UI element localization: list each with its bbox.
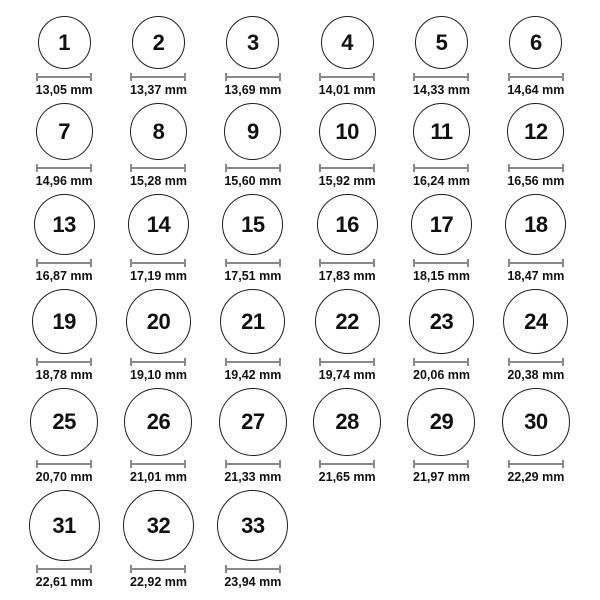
diameter-ruler (225, 73, 281, 81)
ruler-line (36, 463, 92, 465)
ring-size-cell (206, 388, 300, 484)
ring-size-cell (394, 194, 488, 283)
ring-size-cell (17, 490, 111, 589)
ring-size-cell (394, 16, 488, 97)
ring-circle (319, 103, 376, 160)
ring-size-cell (206, 289, 300, 382)
ring-size-cell (300, 388, 394, 484)
ruler-tick-right (184, 164, 186, 172)
ruler-line (508, 76, 564, 78)
ring-size-cell (300, 103, 394, 188)
diameter-label: 16,24 mm (413, 174, 470, 188)
ring-size-number: 2 (152, 29, 165, 55)
diameter-ruler (319, 164, 375, 172)
ring-size-cell (489, 103, 583, 188)
ring-size-cell (17, 388, 111, 484)
ruler-tick-right (467, 460, 469, 468)
ruler-tick-right (90, 259, 92, 267)
ring-size-number: 19 (52, 308, 76, 334)
ruler-tick-right (562, 358, 564, 366)
diameter-ruler (413, 460, 469, 468)
ruler-tick-right (90, 73, 92, 81)
diameter-ruler (36, 460, 92, 468)
diameter-label: 16,56 mm (507, 174, 565, 188)
diameter-label: 18,15 mm (413, 269, 470, 283)
ring-size-cell (111, 289, 205, 382)
ruler-tick-right (279, 259, 281, 267)
ring-circle (32, 289, 97, 354)
ruler-line (413, 76, 469, 78)
ring-size-cell (111, 388, 205, 484)
ring-circle (507, 103, 564, 160)
diameter-ruler (36, 73, 92, 81)
ring-circle (413, 103, 470, 160)
ring-size-cell (489, 194, 583, 283)
ruler-tick-right (279, 358, 281, 366)
diameter-label: 18,78 mm (35, 368, 93, 382)
ring-size-number: 33 (241, 512, 265, 538)
diameter-label: 22,29 mm (507, 470, 565, 484)
ruler-line (413, 262, 469, 264)
diameter-label: 18,47 mm (507, 269, 565, 283)
diameter-ruler (225, 164, 281, 172)
ruler-tick-right (562, 259, 564, 267)
ruler-tick-right (467, 259, 469, 267)
diameter-label: 19,42 mm (224, 368, 282, 382)
ring-size-number: 29 (429, 409, 454, 434)
ruler-line (319, 262, 375, 264)
ring-circle (38, 16, 91, 69)
chart-row (17, 289, 583, 382)
ruler-line (130, 76, 186, 78)
ring-circle (30, 388, 98, 456)
chart-row (17, 103, 583, 188)
ring-circle (317, 194, 378, 255)
ring-circle (226, 16, 279, 69)
ring-circle (36, 103, 93, 160)
ring-circle (34, 194, 95, 255)
ruler-tick-right (373, 358, 375, 366)
ring-circle (130, 103, 187, 160)
ruler-line (130, 262, 186, 264)
ring-size-cell (489, 16, 583, 97)
diameter-label: 17,51 mm (224, 269, 282, 283)
diameter-ruler (319, 259, 375, 267)
ring-size-cell (17, 103, 111, 188)
diameter-ruler (319, 73, 375, 81)
diameter-ruler (413, 259, 469, 267)
ruler-tick-right (184, 259, 186, 267)
diameter-ruler (413, 358, 469, 366)
ring-size-number: 23 (429, 308, 454, 334)
ring-size-cell (489, 388, 583, 484)
ring-size-cell (300, 194, 394, 283)
ring-size-number: 22 (335, 308, 359, 334)
ring-size-cell (17, 289, 111, 382)
diameter-label: 19,10 mm (130, 368, 187, 382)
ruler-tick-right (90, 565, 92, 573)
ring-size-number: 6 (529, 29, 542, 55)
diameter-label: 23,94 mm (224, 575, 282, 589)
ruler-tick-right (90, 460, 92, 468)
ring-circle (124, 388, 192, 456)
ruler-tick-right (184, 460, 186, 468)
ruler-line (508, 463, 564, 465)
ring-size-cell (17, 194, 111, 283)
diameter-label: 17,19 mm (130, 269, 187, 283)
diameter-label: 21,01 mm (130, 470, 187, 484)
ring-size-number: 7 (58, 118, 71, 144)
ruler-tick-right (373, 73, 375, 81)
ruler-line (225, 262, 281, 264)
ruler-tick-right (373, 460, 375, 468)
diameter-ruler (413, 164, 469, 172)
ruler-tick-right (562, 73, 564, 81)
ring-size-cell (394, 103, 488, 188)
ring-size-number: 21 (241, 308, 265, 334)
ring-size-number: 18 (524, 211, 548, 237)
ruler-line (508, 167, 564, 169)
ring-size-number: 4 (341, 29, 354, 55)
ruler-tick-right (184, 358, 186, 366)
ring-size-cell (300, 16, 394, 97)
ruler-tick-right (184, 73, 186, 81)
diameter-ruler (508, 259, 564, 267)
ruler-tick-right (279, 164, 281, 172)
diameter-ruler (508, 73, 564, 81)
ring-size-number: 32 (146, 512, 171, 538)
ring-circle (315, 289, 380, 354)
diameter-label: 13,69 mm (224, 83, 282, 97)
diameter-ruler (36, 358, 92, 366)
diameter-ruler (413, 73, 469, 81)
ruler-line (319, 361, 375, 363)
ruler-line (130, 568, 186, 570)
ring-size-number: 27 (241, 409, 265, 434)
ruler-line (413, 167, 469, 169)
ruler-line (413, 361, 469, 363)
diameter-label: 20,38 mm (507, 368, 565, 382)
diameter-label: 20,70 mm (35, 470, 93, 484)
ruler-line (225, 361, 281, 363)
ring-size-number: 30 (524, 409, 548, 434)
diameter-ruler (130, 565, 186, 573)
diameter-ruler (508, 460, 564, 468)
diameter-ruler (225, 460, 281, 468)
ring-circle (220, 289, 285, 354)
ruler-line (36, 167, 92, 169)
ring-size-cell (300, 289, 394, 382)
ruler-line (508, 361, 564, 363)
ruler-line (130, 463, 186, 465)
ring-size-cell (206, 103, 300, 188)
diameter-label: 19,74 mm (318, 368, 376, 382)
ruler-line (319, 76, 375, 78)
ruler-line (36, 76, 92, 78)
ring-circle (224, 103, 281, 160)
ruler-tick-right (90, 358, 92, 366)
ring-size-number: 25 (52, 409, 76, 434)
diameter-label: 21,65 mm (318, 470, 376, 484)
ring-circle (128, 194, 189, 255)
ring-size-number: 12 (524, 118, 548, 144)
ring-size-number: 11 (430, 118, 453, 144)
ring-size-number: 17 (429, 211, 454, 237)
ruler-line (225, 568, 281, 570)
ring-size-number: 16 (335, 211, 359, 237)
ring-circle (132, 16, 185, 69)
chart-row (17, 16, 583, 97)
ring-size-number: 9 (246, 118, 259, 144)
ring-circle (502, 388, 570, 456)
ruler-tick-right (373, 259, 375, 267)
diameter-label: 14,01 mm (318, 83, 376, 97)
ring-size-cell (111, 103, 205, 188)
ruler-line (130, 361, 186, 363)
ring-circle (407, 388, 475, 456)
ring-size-number: 13 (52, 211, 76, 237)
ring-size-cell (206, 194, 300, 283)
ring-size-number: 3 (246, 29, 259, 55)
ruler-tick-right (562, 164, 564, 172)
ring-circle (409, 289, 474, 354)
diameter-ruler (225, 259, 281, 267)
diameter-ruler (319, 358, 375, 366)
ring-circle (222, 194, 283, 255)
diameter-ruler (130, 460, 186, 468)
diameter-label: 15,28 mm (130, 174, 187, 188)
diameter-ruler (508, 358, 564, 366)
ruler-line (36, 361, 92, 363)
ring-size-number: 5 (435, 29, 448, 55)
ring-circle (219, 388, 287, 456)
diameter-label: 14,64 mm (507, 83, 565, 97)
ruler-line (319, 463, 375, 465)
ruler-tick-right (562, 460, 564, 468)
diameter-ruler (130, 73, 186, 81)
ring-circle (411, 194, 472, 255)
diameter-label: 20,06 mm (413, 368, 470, 382)
ring-circle (126, 289, 191, 354)
ring-circle (313, 388, 381, 456)
ring-circle (509, 16, 562, 69)
ring-size-number: 10 (335, 118, 359, 144)
diameter-ruler (225, 358, 281, 366)
ruler-tick-right (279, 73, 281, 81)
diameter-label: 21,33 mm (224, 470, 282, 484)
diameter-label: 13,37 mm (130, 83, 187, 97)
ring-size-number: 20 (146, 308, 171, 334)
ruler-line (225, 167, 281, 169)
ring-size-cell (111, 490, 205, 589)
ruler-tick-right (184, 565, 186, 573)
ruler-tick-right (373, 164, 375, 172)
diameter-ruler (319, 460, 375, 468)
diameter-ruler (36, 164, 92, 172)
chart-row (17, 388, 583, 484)
diameter-label: 14,33 mm (413, 83, 470, 97)
ring-size-cell (17, 16, 111, 97)
diameter-ruler (36, 259, 92, 267)
ring-size-number: 31 (52, 512, 76, 538)
ruler-tick-right (467, 358, 469, 366)
ring-circle (123, 490, 194, 561)
ring-circle (505, 194, 566, 255)
ruler-tick-right (467, 164, 469, 172)
diameter-ruler (508, 164, 564, 172)
ruler-line (413, 463, 469, 465)
ring-circle (321, 16, 374, 69)
chart-row (17, 490, 583, 589)
ring-size-number: 26 (146, 409, 171, 434)
ring-size-cell (206, 16, 300, 97)
ruler-line (36, 568, 92, 570)
ruler-line (130, 167, 186, 169)
ruler-tick-right (90, 164, 92, 172)
ring-size-number: 1 (58, 29, 71, 55)
diameter-ruler (130, 358, 186, 366)
ruler-line (225, 76, 281, 78)
ruler-tick-right (279, 565, 281, 573)
ring-circle (503, 289, 568, 354)
diameter-label: 21,97 mm (413, 470, 470, 484)
diameter-label: 22,61 mm (35, 575, 93, 589)
ring-size-cell (111, 16, 205, 97)
ruler-line (36, 262, 92, 264)
ring-size-cell (394, 388, 488, 484)
ring-size-number: 28 (335, 409, 359, 434)
diameter-label: 13,05 mm (35, 83, 93, 97)
ring-circle (415, 16, 468, 69)
ring-circle (29, 490, 100, 561)
ring-size-number: 24 (524, 308, 548, 334)
ring-size-number: 14 (146, 211, 171, 237)
diameter-label: 22,92 mm (130, 575, 187, 589)
ring-circle (217, 490, 288, 561)
diameter-ruler (130, 164, 186, 172)
diameter-label: 14,96 mm (35, 174, 93, 188)
ruler-tick-right (279, 460, 281, 468)
chart-row (17, 194, 583, 283)
ruler-line (319, 167, 375, 169)
ruler-line (508, 262, 564, 264)
diameter-label: 15,60 mm (224, 174, 282, 188)
diameter-ruler (225, 565, 281, 573)
ring-size-cell (206, 490, 300, 589)
ruler-tick-right (467, 73, 469, 81)
ring-size-cell (394, 289, 488, 382)
ring-size-number: 8 (152, 118, 165, 144)
ring-size-number: 15 (241, 211, 265, 237)
diameter-ruler (36, 565, 92, 573)
diameter-label: 17,83 mm (318, 269, 376, 283)
diameter-ruler (130, 259, 186, 267)
ring-size-cell (489, 289, 583, 382)
ring-size-cell (111, 194, 205, 283)
diameter-label: 16,87 mm (35, 269, 93, 283)
diameter-label: 15,92 mm (318, 174, 376, 188)
ruler-line (225, 463, 281, 465)
